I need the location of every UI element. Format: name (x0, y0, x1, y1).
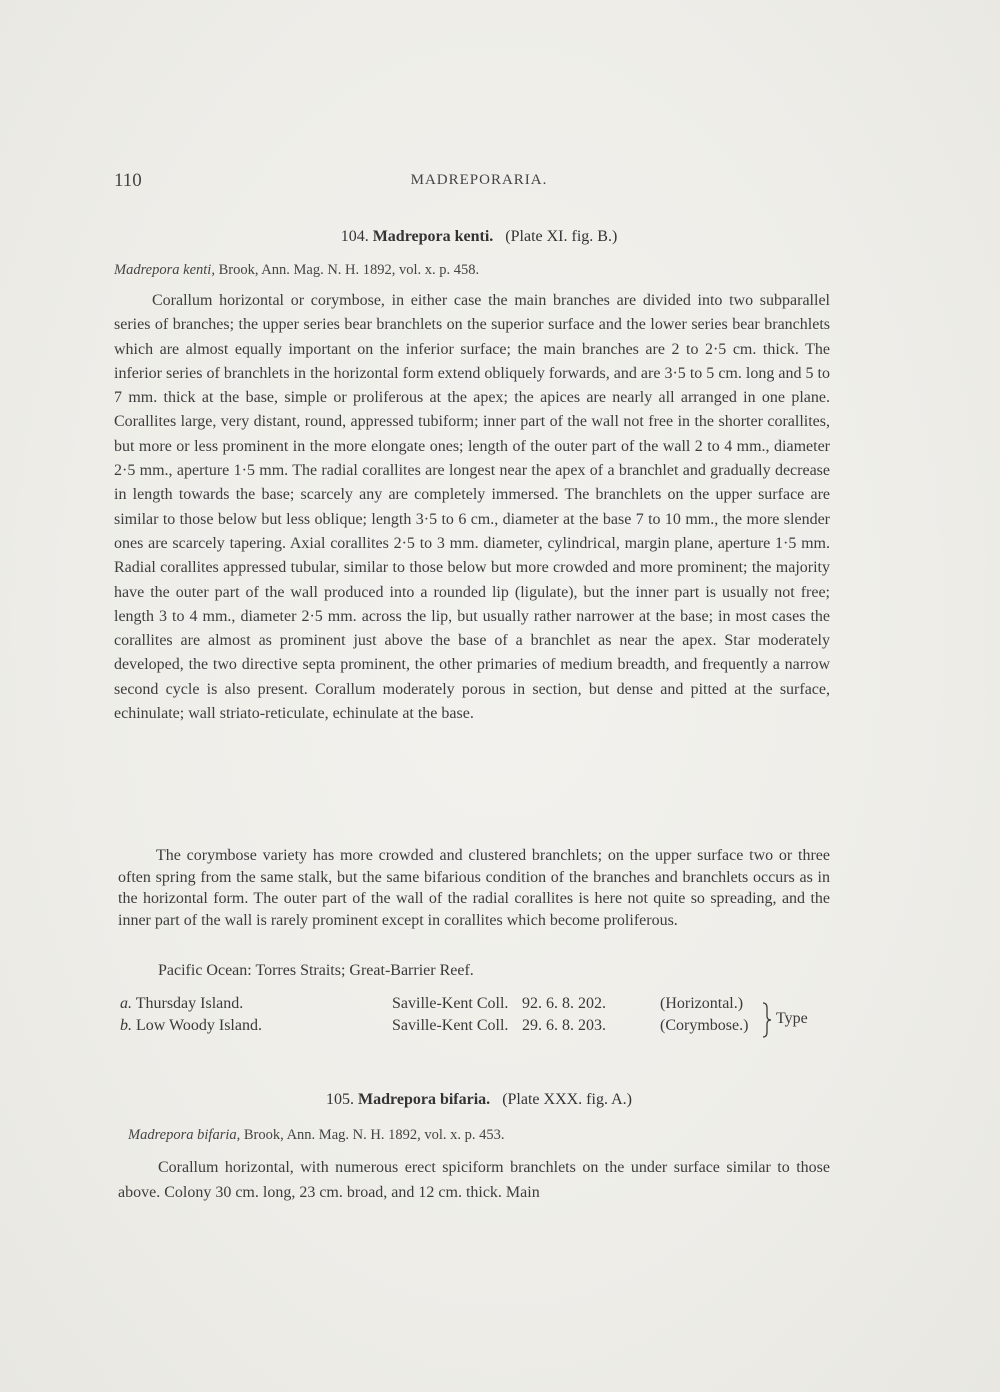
paragraph-text: The corymbose variety has more crowded and clustered branchlets; on the upper surface two or three often spring from the same stalk, but the same bifarious condition of the branches and branchlets occurs as in the horizontal form. The outer part of the wall of the radial corallites is here not quite so spreading, and the inner part of the wall is rarely prominent except in corallites which become proliferous. (118, 847, 830, 929)
species-heading-104 (114, 228, 844, 246)
citation-species-name: Madrepora bifaria, (128, 1127, 241, 1143)
specimen-label: a. Thursday Island. (120, 995, 244, 1012)
running-title: MADREPORARIA. (410, 172, 548, 188)
citation-104 (114, 262, 844, 279)
specimen-label: b. Low Woody Island. (120, 1017, 262, 1034)
plate-reference: (Plate XI. fig. B.) (505, 228, 618, 245)
right-brace (762, 1002, 772, 1038)
species-name: Madrepora kenti. (372, 228, 494, 245)
specimen-register: 29. 6. 8. 203. (522, 1017, 606, 1034)
species-number: 104. (340, 228, 369, 245)
page-number: 110 (114, 170, 142, 191)
specimen-form: (Corymbose.) (660, 1017, 749, 1034)
description-paragraph-1 (114, 289, 830, 726)
specimen-row (120, 995, 840, 1017)
citation-105 (128, 1127, 858, 1144)
description-paragraph-105 (118, 1155, 830, 1205)
paragraph-text: Corallum horizontal or corymbose, in either case the main branches are divided into two subparallel series of branches; the upper series bear branchlets on the superior surface and the lower series bear branchlets which are almost equally important on the inferior surface; the main branches are 2 to 2·5 cm. thick. The inferior series of branchlets in the horizontal form extend obliquely forwards, and are 3·5 to 5 cm. long and 5 to 7 mm. thick at the base, simple or proliferous at the apex; the apices are nearly all arranged in one plane. Corallites large, very distant, round, appressed tubiform; inner part of the wall not free in the shorter corallites, but more or less prominent in the more elongate ones; length of the outer part of the wall 2 to 4 mm., diameter 2·5 mm., aperture 1·5 mm. The radial corallites are longest near the apex of a branchlet and gradually decrease in length towards the base; scarcely any are completely immersed. The branchlets on the upper surface are similar to those below but less oblique; length 3·5 to 6 cm., diameter at the base 7 to 10 mm., the more slender ones are scarcely tapering. Axial corallites 2·5 to 3 mm. diameter, cylindrical, margin plane, aperture 1·5 mm. Radial corallites appressed tubular, similar to those below but more crowded and more prominent; the majority have the outer part of the wall produced into a rounded lip (ligulate), but the inner part is usually not free; length 3 to 4 mm., diameter 2·5 mm. across the lip, but usually rather narrower at the base; in most cases the corallites are almost as prominent just above the base of a branchlet as near the apex. Star moderately developed, the two directive septa prominent, the other primaries of medium breadth, and frequently a narrow second cycle is also present. Corallum moderately porous in section, but dense and pitted at the surface, echinulate; wall striato-reticulate, echinulate at the base. (114, 292, 830, 723)
citation-reference: Brook, Ann. Mag. N. H. 1892, vol. x. p. 453. (243, 1127, 505, 1143)
plate-reference: (Plate XXX. fig. A.) (502, 1091, 632, 1108)
specimen-form: (Horizontal.) (660, 995, 744, 1012)
specimen-collection: Saville-Kent Coll. (392, 1017, 509, 1034)
specimen-row (120, 1017, 840, 1039)
species-heading-105 (114, 1091, 844, 1109)
species-name: Madrepora bifaria. (358, 1091, 491, 1108)
citation-species-name: Madrepora kenti, (114, 262, 215, 278)
specimen-collection: Saville-Kent Coll. (392, 995, 509, 1012)
citation-reference: Brook, Ann. Mag. N. H. 1892, vol. x. p. 458. (218, 262, 480, 278)
description-paragraph-2 (118, 845, 830, 931)
page-header (114, 170, 844, 196)
locality-line: Pacific Ocean: Torres Straits; Great-Barrier Reef. (158, 962, 474, 979)
specimen-register: 92. 6. 8. 202. (522, 995, 606, 1012)
species-number: 105. (326, 1091, 355, 1108)
paragraph-text: Corallum horizontal, with numerous erect spiciform branchlets on the under surface similar to those above. Colony 30 cm. long, 23 cm. broad, and 12 cm. thick. Main (118, 1159, 830, 1201)
type-label: Type (776, 1010, 808, 1027)
specimen-list (120, 995, 840, 1039)
